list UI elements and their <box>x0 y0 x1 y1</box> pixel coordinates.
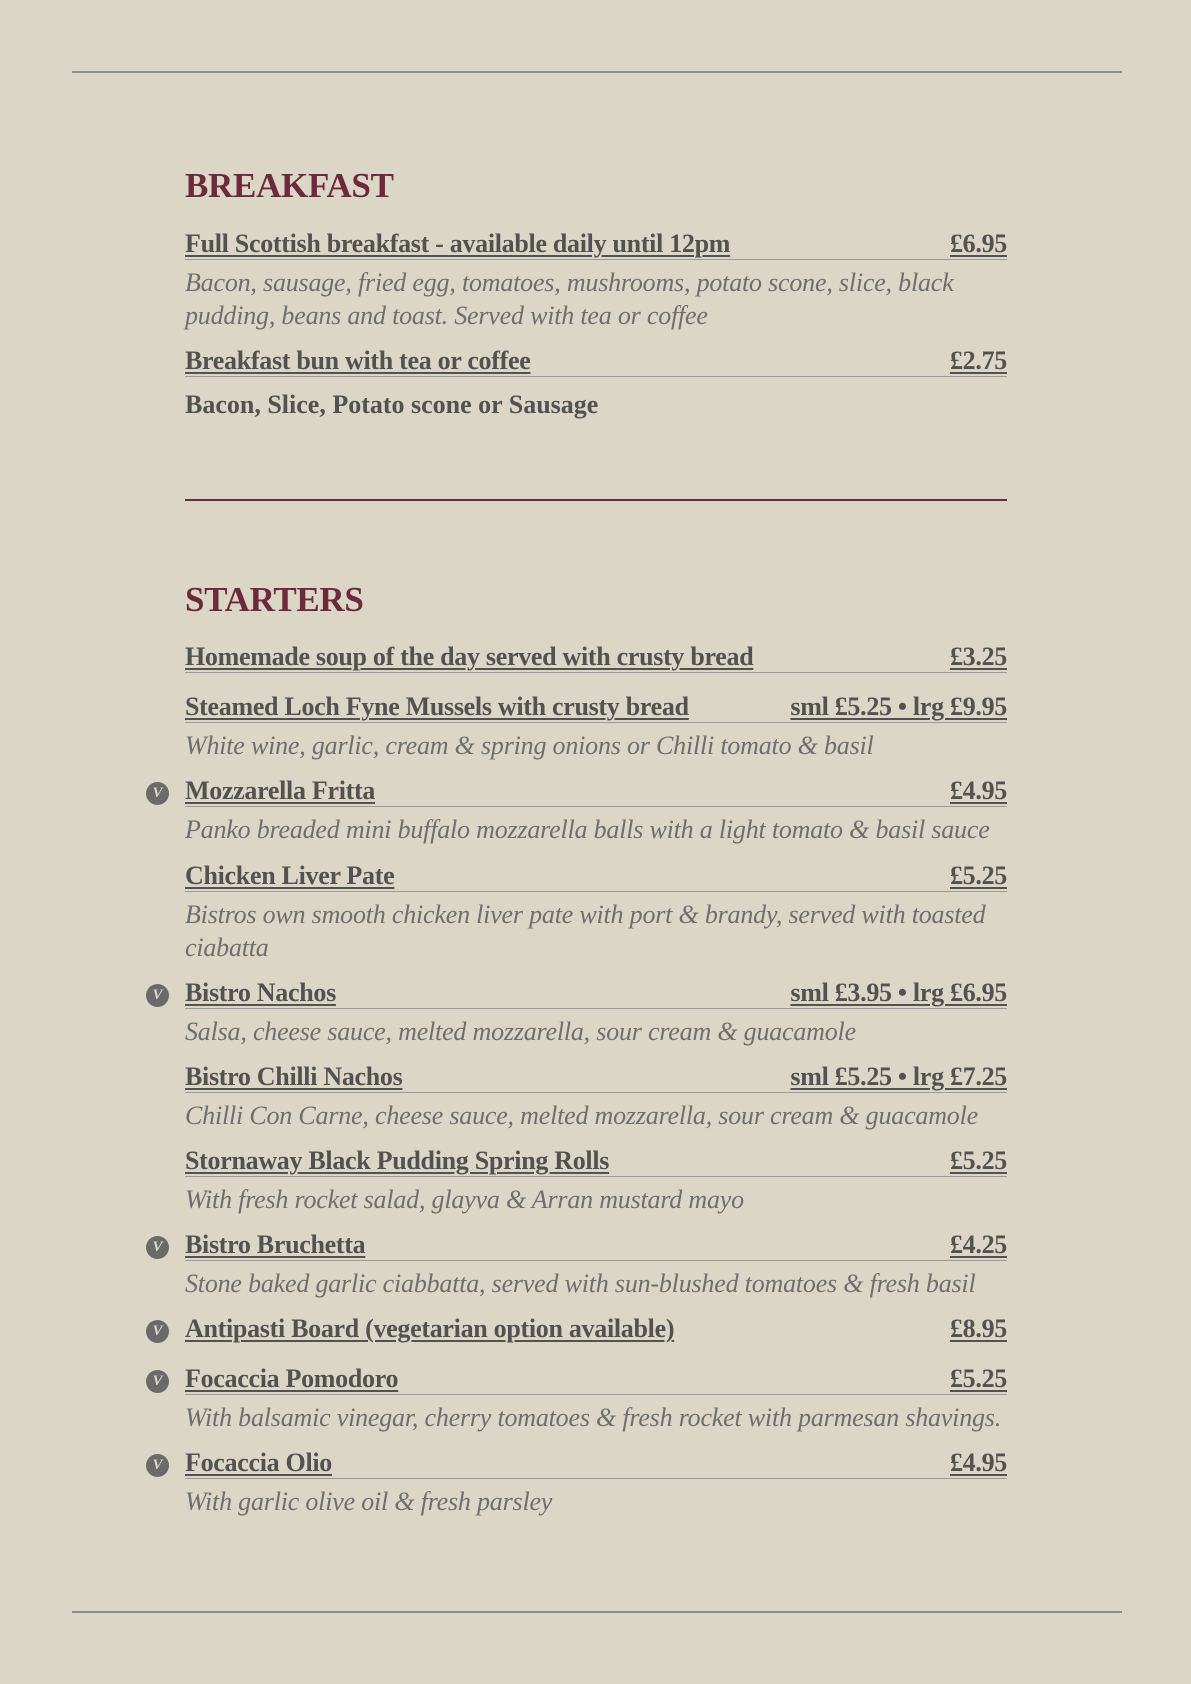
item-price: sml £3.95 • lrg £6.95 <box>790 978 1007 1007</box>
item-description: Bacon, sausage, fried egg, tomatoes, mushrooms, potato scone, slice, black <box>185 268 954 297</box>
menu-item-breakfast-bun <box>185 344 1007 377</box>
menu-item-homemade-soup <box>185 640 1007 673</box>
item-description: Bistros own smooth chicken liver pate with port & brandy, served with toasted <box>185 900 986 929</box>
vegetarian-icon: V <box>146 984 169 1007</box>
starters-title: STARTERS <box>185 580 364 619</box>
item-price: £3.25 <box>949 642 1007 671</box>
menu-item-mozzarella-fritta <box>185 774 1007 807</box>
item-description: With fresh rocket salad, glayva & Arran mustard mayo <box>185 1185 744 1214</box>
item-name: Homemade soup of the day served with crusty bread <box>185 642 754 671</box>
vegetarian-icon: V <box>146 1370 169 1393</box>
item-name: Breakfast bun with tea or coffee <box>185 346 531 375</box>
menu-item-bistro-bruchetta <box>185 1228 1007 1261</box>
item-description: Panko breaded mini buffalo mozzarella balls with a light tomato & basil sauce <box>185 815 990 844</box>
item-description: ciabatta <box>185 933 269 962</box>
item-price: £5.25 <box>949 861 1007 890</box>
menu-item-full-scottish-breakfast <box>185 227 1007 260</box>
item-price: £5.25 <box>949 1146 1007 1175</box>
vegetarian-icon: V <box>146 782 169 805</box>
item-description: White wine, garlic, cream & spring onions or Chilli tomato & basil <box>185 731 874 760</box>
item-name: Full Scottish breakfast - available daily until 12pm <box>185 229 731 258</box>
item-description: With balsamic vinegar, cherry tomatoes & fresh rocket with parmesan shavings. <box>185 1403 1002 1432</box>
breakfast-title: BREAKFAST <box>185 166 394 205</box>
item-price: £4.95 <box>949 1448 1007 1477</box>
menu-item-mussels <box>185 690 1007 723</box>
item-price: £6.95 <box>949 229 1007 258</box>
item-name: Focaccia Olio <box>185 1448 332 1477</box>
item-description: Chilli Con Carne, cheese sauce, melted mozzarella, sour cream & guacamole <box>185 1101 978 1130</box>
item-name: Steamed Loch Fyne Mussels with crusty bread <box>185 692 689 721</box>
item-name: Chicken Liver Pate <box>185 861 395 890</box>
menu-item-black-pudding-spring-rolls <box>185 1144 1007 1177</box>
vegetarian-icon: V <box>146 1454 169 1477</box>
item-price: £4.25 <box>949 1230 1007 1259</box>
item-description: Salsa, cheese sauce, melted mozzarella, sour cream & guacamole <box>185 1017 856 1046</box>
item-price: £5.25 <box>949 1364 1007 1393</box>
breakfast-bun-options: Bacon, Slice, Potato scone or Sausage <box>185 390 599 419</box>
item-price: sml £5.25 • lrg £7.25 <box>790 1062 1007 1091</box>
item-name: Stornaway Black Pudding Spring Rolls <box>185 1146 610 1175</box>
item-name: Bistro Bruchetta <box>185 1230 366 1259</box>
item-price: sml £5.25 • lrg £9.95 <box>790 692 1007 721</box>
top-rule <box>72 71 1122 73</box>
item-name: Bistro Nachos <box>185 978 336 1007</box>
item-description: Stone baked garlic ciabbatta, served with sun-blushed tomatoes & fresh basil <box>185 1269 976 1298</box>
item-name: Mozzarella Fritta <box>185 776 376 805</box>
menu-item-bistro-chilli-nachos <box>185 1060 1007 1093</box>
menu-item-focaccia-olio <box>185 1446 1007 1479</box>
item-description: With garlic olive oil & fresh parsley <box>185 1487 553 1516</box>
menu-item-focaccia-pomodoro <box>185 1362 1007 1395</box>
vegetarian-icon: V <box>146 1236 169 1259</box>
section-divider <box>185 499 1007 501</box>
item-price: £4.95 <box>949 776 1007 805</box>
menu-item-bistro-nachos <box>185 976 1007 1009</box>
item-name: Focaccia Pomodoro <box>185 1364 399 1393</box>
vegetarian-icon: V <box>146 1320 169 1343</box>
item-name: Bistro Chilli Nachos <box>185 1062 403 1091</box>
item-description: pudding, beans and toast. Served with tea or coffee <box>185 301 708 330</box>
menu-item-chicken-liver-pate <box>185 859 1007 892</box>
item-price: £8.95 <box>949 1314 1007 1343</box>
bottom-rule <box>72 1611 1122 1613</box>
item-name: Antipasti Board (vegetarian option available) <box>185 1314 675 1343</box>
item-price: £2.75 <box>949 346 1007 375</box>
menu-item-antipasti-board <box>185 1312 1007 1344</box>
